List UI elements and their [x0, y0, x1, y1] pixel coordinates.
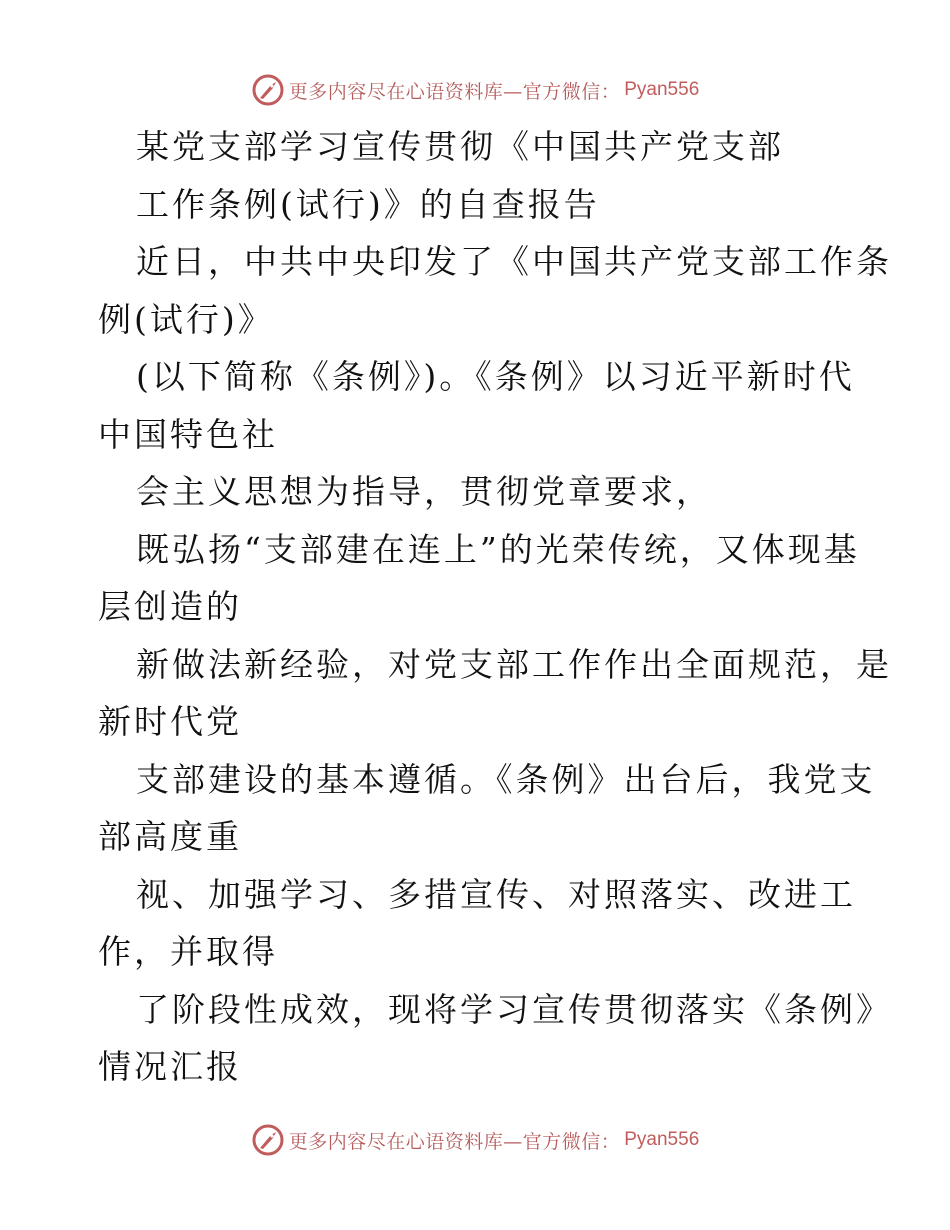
pen-nib-logo-icon — [251, 1123, 285, 1157]
paragraph-line: 视、加强学习、多措宣传、对照落实、改进工 — [136, 874, 856, 914]
paragraph-line: 作，并取得 — [98, 932, 278, 971]
paragraph-line: 新时代党 — [98, 702, 242, 741]
pen-nib-logo-icon — [251, 73, 285, 107]
paragraph-line: 会主义思想为指导，贯彻党章要求， — [136, 472, 712, 511]
paragraph-line: 新做法新经验，对党支部工作作出全面规范，是 — [136, 644, 892, 684]
paragraph-line: 例(试行)》 — [98, 299, 274, 339]
paragraph-line: 了阶段性成效，现将学习宣传贯彻落实《条例》 — [136, 989, 892, 1029]
paragraph-line: 中国特色社 — [98, 414, 278, 454]
banner-account: Pyan556 — [624, 79, 700, 100]
footer-banner — [0, 1120, 950, 1160]
paragraph-line: 层创造的 — [98, 587, 242, 626]
paragraph-line: 情况汇报 — [98, 1047, 242, 1086]
banner-text: 更多内容尽在心语资料库—官方微信： — [288, 1130, 621, 1153]
title-line-1: 某党支部学习宣传贯彻《中国共产党支部 — [136, 127, 784, 166]
banner-account: Pyan556 — [624, 1129, 700, 1150]
title-line-2: 工作条例(试行)》的自查报告 — [136, 184, 600, 224]
document-body — [98, 118, 892, 1096]
header-banner — [0, 70, 950, 110]
paragraph-line: 既弘扬“支部建在连上”的光荣传统，又体现基 — [136, 529, 860, 569]
paragraph-line: (以下简称《条例》)。《条例》以习近平新时代 — [136, 357, 855, 396]
paragraph-line: 支部建设的基本遵循。《条例》出台后，我党支 — [136, 759, 876, 799]
banner-text: 更多内容尽在心语资料库—官方微信： — [288, 80, 621, 103]
paragraph-line: 近日，中共中央印发了《中国共产党支部工作条 — [136, 242, 892, 281]
paragraph-line: 部高度重 — [98, 817, 242, 856]
